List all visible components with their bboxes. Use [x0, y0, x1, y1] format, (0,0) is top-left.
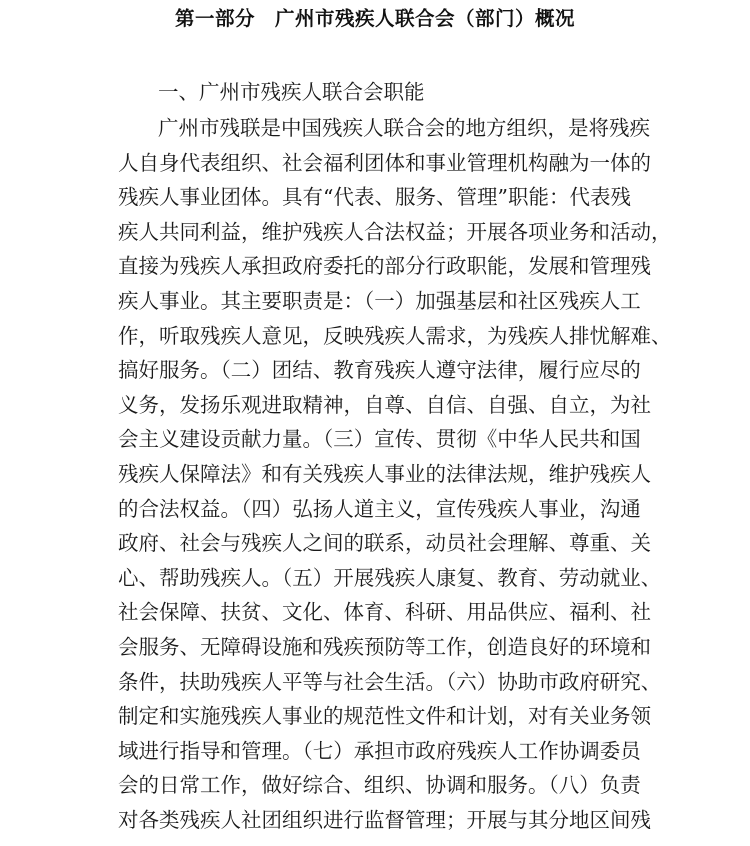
paragraph-line: 人自身代表组织、社会福利团体和事业管理机构融为一体的	[118, 150, 651, 175]
paragraph-line: 搞好服务。（二）团结、教育残疾人遵守法律，履行应尽的	[118, 358, 641, 383]
paragraph-line: 对各类残疾人社团组织进行监督管理；开展与其分地区间残	[118, 807, 651, 832]
paragraph-line: 广州市残联是中国残疾人联合会的地方组织，是将残疾	[158, 116, 650, 140]
paragraph-line: 心、帮助残疾人。（五）开展残疾人康复、教育、劳动就业、	[118, 565, 662, 590]
paragraph-line: 政府、社会与残疾人之间的联系，动员社会理解、尊重、关	[118, 531, 651, 556]
section-heading: 一、广州市残疾人联合会职能	[158, 80, 425, 104]
paragraph-line: 会主义建设贡献力量。（三）宣传、贯彻《中华人民共和国	[118, 427, 641, 452]
paragraph-line: 域进行指导和管理。（七）承担市政府残疾人工作协调委员	[118, 738, 641, 763]
paragraph-line: 义务，发扬乐观进取精神，自尊、自信、自强、自立，为社	[118, 392, 651, 417]
paragraph-line: 会的日常工作，做好综合、组织、协调和服务。（八）负责	[118, 773, 641, 798]
paragraph-line: 疾人事业。其主要职责是：（一）加强基层和社区残疾人工	[118, 288, 641, 313]
paragraph-line: 社会保障、扶贫、文化、体育、科研、用品供应、福利、社	[118, 600, 651, 625]
paragraph-line: 的合法权益。（四）弘扬人道主义，宣传残疾人事业，沟通	[118, 496, 641, 521]
body-paragraph	[118, 111, 672, 837]
page-title: 第一部分 广州市残疾人联合会（部门）概况	[174, 7, 575, 30]
paragraph-line: 制定和实施残疾人事业的规范性文件和计划，对有关业务领	[118, 704, 651, 729]
paragraph-line: 疾人共同利益，维护残疾人合法权益；开展各项业务和活动，	[118, 219, 672, 244]
paragraph-line: 残疾人事业团体。具有“代表、服务、管理”职能：代表残	[118, 185, 631, 210]
paragraph-line: 作，听取残疾人意见，反映残疾人需求，为残疾人排忧解难、	[118, 323, 672, 348]
paragraph-line: 会服务、无障碍设施和残疾预防等工作，创造良好的环境和	[118, 634, 651, 659]
paragraph-line: 条件，扶助残疾人平等与社会生活。（六）协助市政府研究、	[118, 669, 662, 694]
paragraph-line: 直接为残疾人承担政府委托的部分行政职能，发展和管理残	[118, 254, 651, 279]
paragraph-line: 残疾人保障法》和有关残疾人事业的法律法规，维护残疾人	[118, 461, 651, 486]
